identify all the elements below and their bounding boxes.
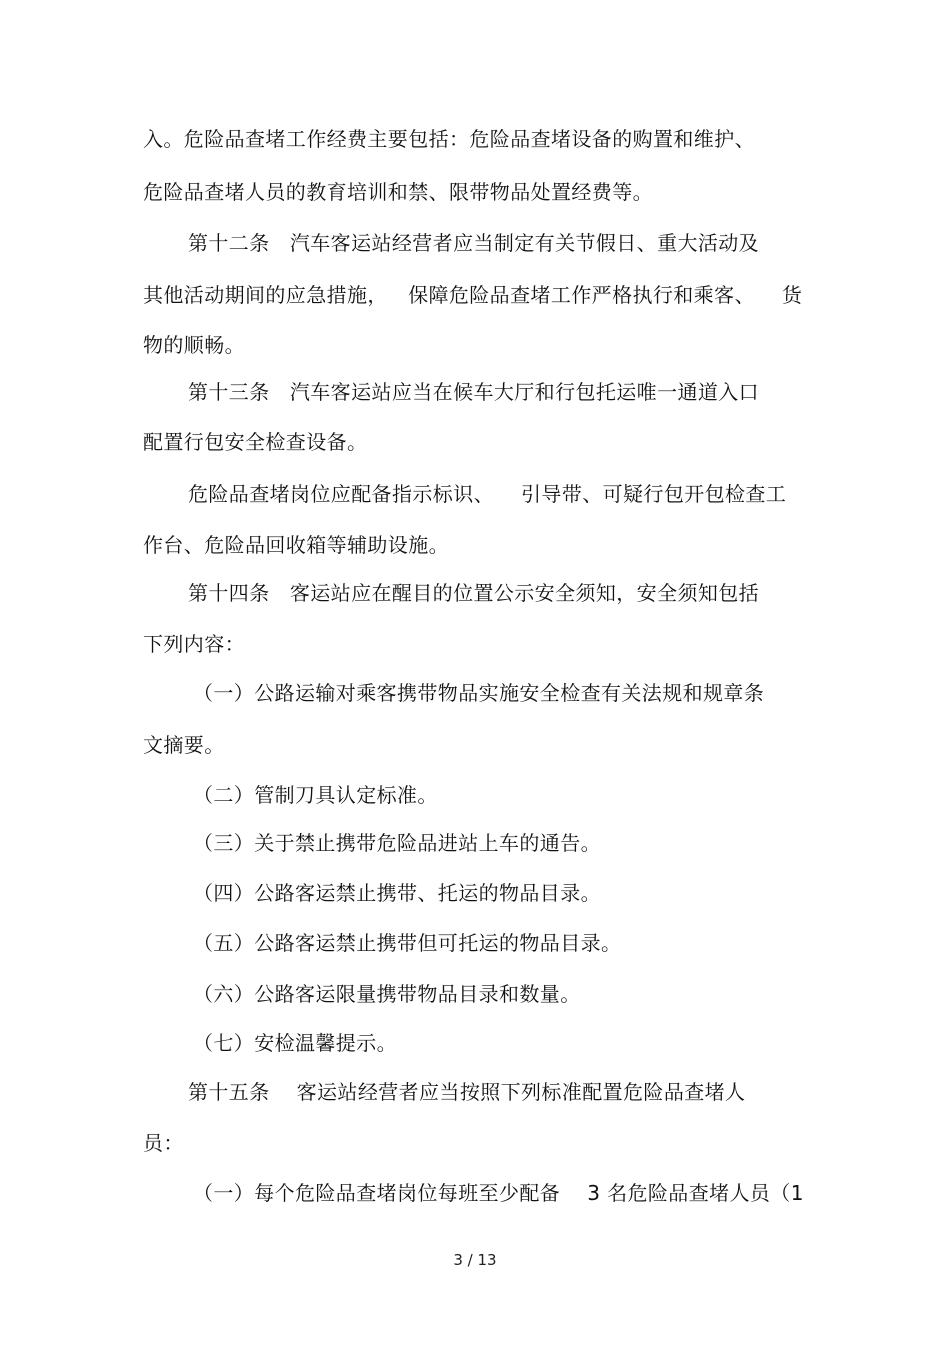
text-line: （六）公路客运限量携带物品目录和数量。 — [193, 982, 581, 1006]
text-line: （五）公路客运禁止携带但可托运的物品目录。 — [193, 931, 622, 955]
text-line: （一）公路运输对乘客携带物品实施安全检查有关法规和规章条 — [193, 681, 765, 705]
text-line: （七）安检温馨提示。 — [193, 1031, 397, 1055]
text-line: 物的顺畅。 — [143, 333, 245, 357]
text-line: 员： — [143, 1131, 184, 1155]
text-line: 作台、危险品回收箱等辅助设施。 — [143, 533, 449, 557]
text-line: 文摘要。 — [143, 733, 225, 757]
text-line: （一）每个危险品查堵岗位每班至少配备 3 名危险品查堵人员（1 — [193, 1181, 804, 1205]
text-line: 下列内容： — [143, 632, 245, 656]
text-line: 危险品查堵人员的教育培训和禁、限带物品处置经费等。 — [143, 180, 653, 204]
text-line: 其他活动期间的应急措施， 保障危险品查堵工作严格执行和乘客、 货 — [143, 283, 803, 307]
text-line: 第十三条 汽车客运站应当在候车大厅和行包托运唯一通道入口 — [188, 380, 760, 404]
text-line: 配置行包安全检查设备。 — [143, 430, 368, 454]
text-line: 危险品查堵岗位应配备指示标识、 引导带、可疑行包开包检查工 — [188, 482, 787, 506]
text-line: 入。危险品查堵工作经费主要包括：危险品查堵设备的购置和维护、 — [143, 127, 755, 151]
text-line: （二）管制刀具认定标准。 — [193, 783, 438, 807]
text-line: 第十四条 客运站应在醒目的位置公示安全须知，安全须知包括 — [188, 581, 760, 605]
text-line: （三）关于禁止携带危险品进站上车的通告。 — [193, 831, 601, 855]
text-line: 第十二条 汽车客运站经营者应当制定有关节假日、重大活动及 — [188, 231, 760, 255]
text-line: （四）公路客运禁止携带、托运的物品目录。 — [193, 881, 601, 905]
page-number: 3 / 13 — [453, 1251, 497, 1269]
text-line: 第十五条 客运站经营者应当按照下列标准配置危险品查堵人 — [188, 1080, 746, 1104]
